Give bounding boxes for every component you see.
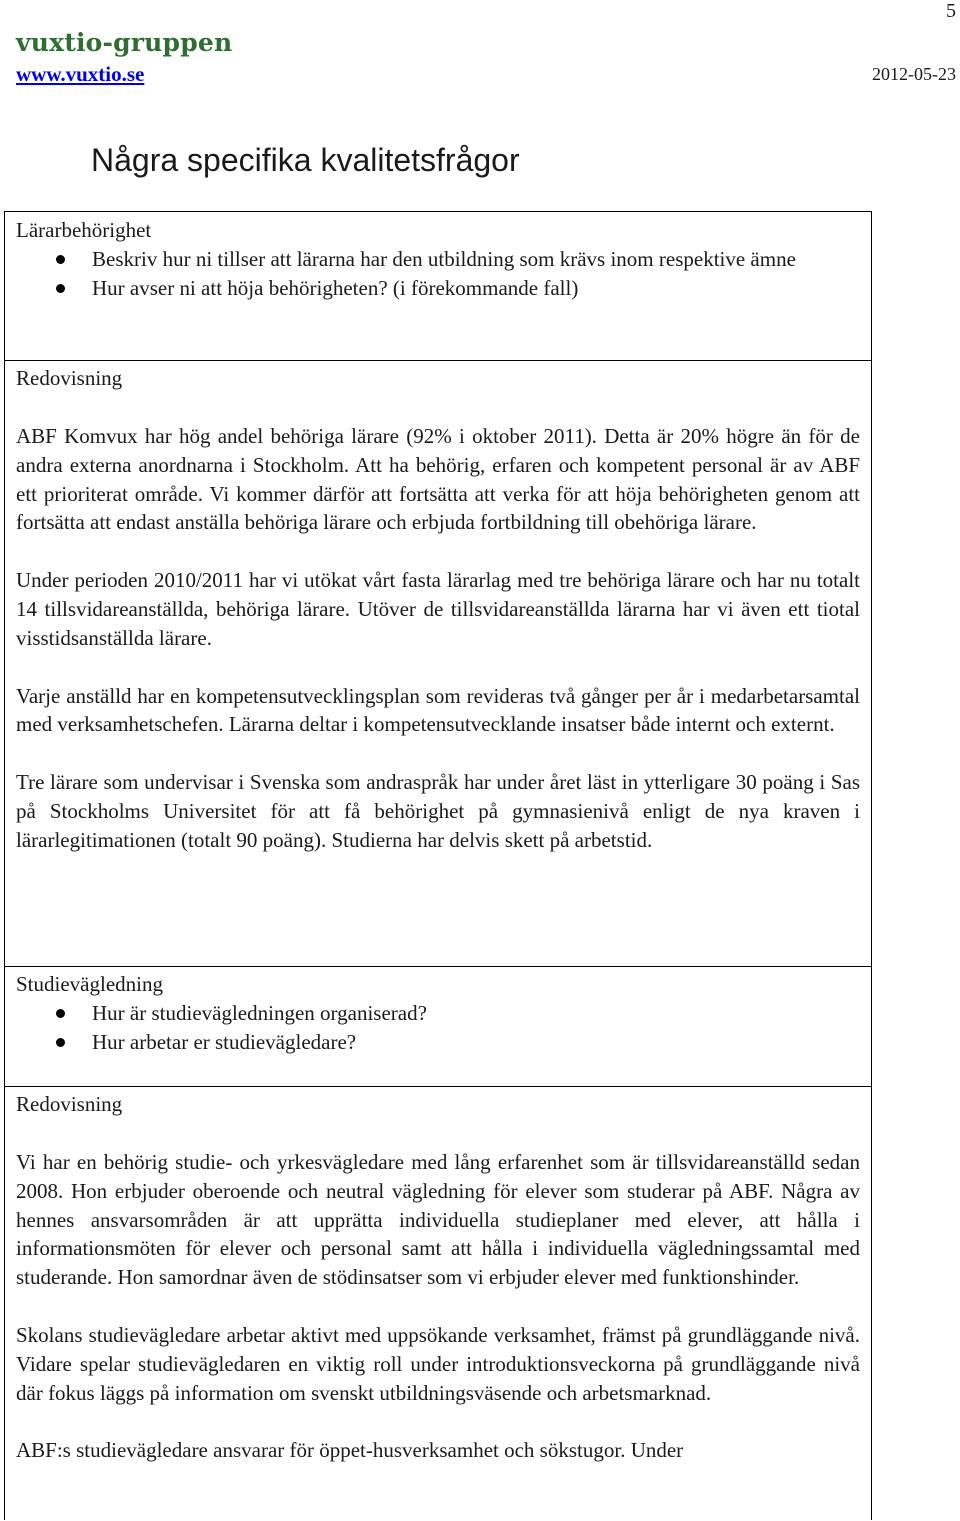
question-text: Hur är studievägledningen organiserad? [92, 1001, 427, 1025]
paragraph: ABF:s studievägledare ansvarar för öppet-husverksamhet och sökstugor. Under [16, 1438, 684, 1463]
bullet-icon [56, 284, 65, 293]
questions-table [4, 211, 872, 1520]
org-name: vuxtio-gruppen [16, 28, 233, 57]
studievagledning-questions-cell [5, 966, 871, 1087]
bullet-icon [56, 255, 65, 264]
section-heading: Några specifika kvalitetsfrågor [91, 142, 520, 178]
larare-redovisning-cell [5, 360, 871, 967]
larare-title: Lärarbehörighet [16, 218, 152, 242]
list-item [16, 274, 860, 303]
paragraph: Vi har en behörig studie- och yrkesvägledare med lång erfarenhet som är tillsvidareanställd sedan 2008. Hon erbjuder oberoende och neutral vägledning för elever som studerar på ABF. Några av hennes ansvarsområden är att upprätta individuella studieplaner med elever, att hålla i informationsmöten för elever och personal samt att hålla i individuella vägledningssamtal med studerande. Hon samordnar även de stödinsatser som vi erbjuder elever med funktionshinder. [16, 1150, 860, 1290]
paragraph: Varje anställd har en kompetensutvecklingsplan som revideras två gånger per år i medarbetarsamtal med verksamhetschefen. Lärarna deltar i kompetensutvecklande insatser både internt och externt. [16, 683, 860, 737]
list-item [16, 245, 860, 274]
org-url-link[interactable]: www.vuxtio.se [16, 62, 145, 86]
paragraph: ABF Komvux har hög andel behöriga lärare (92% i oktober 2011). Detta är 20% högre än för de andra externa anordnarna i Stockholm. Att ha behörig, erfaren och kompetent personal är av ABF ett prioriterat område. Vi kommer därför att fortsätta att verka för att höja behörigheten genom att fortsätta att endast anställa behöriga lärare och erbjuda fortbildning till obehöriga lärare. [16, 424, 860, 535]
list-item [16, 999, 860, 1028]
page-number: 5 [946, 0, 956, 22]
larare-questions-cell [5, 212, 871, 361]
paragraph: Tre lärare som undervisar i Svenska som andraspråk har under året läst in ytterligare 30 poäng i Sas på Stockholms Universitet för att få behörighet på gymnasienivå enligt de nya kraven i lärarlegitimationen (totalt 90 poäng). Studierna har delvis skett på arbetstid. [16, 770, 860, 852]
studievagledning-redovisning-cell [5, 1086, 871, 1521]
redovisning-title: Redovisning [16, 366, 123, 390]
studievagledning-title: Studievägledning [16, 972, 163, 996]
bullet-icon [56, 1009, 65, 1018]
question-text: Hur arbetar er studievägledare? [92, 1030, 357, 1054]
paragraph: Skolans studievägledare arbetar aktivt med uppsökande verksamhet, främst på grundläggande nivå. Vidare spelar studievägledaren en viktig roll under introduktionsveckorna på grundläggande nivå där fokus läggs på information om svenskt utbildningsväsende och arbetsmarknad. [16, 1322, 860, 1405]
studievagledning-question-list [16, 999, 860, 1057]
question-text: Beskriv hur ni tillser att lärarna har den utbildning som krävs inom respektive ämne [92, 247, 796, 271]
question-text: Hur avser ni att höja behörigheten? (i förekommande fall) [92, 276, 579, 300]
paragraph: Under perioden 2010/2011 har vi utökat vårt fasta lärarlag med tre behöriga lärare och har nu totalt 14 tillsvidareanställda, behöriga lärare. Utöver de tillsvidareanställda lärarna har vi även ett tiotal visstidsanställda lärare. [16, 568, 860, 650]
larare-question-list [16, 245, 860, 303]
list-item [16, 1028, 860, 1057]
redovisning-title: Redovisning [16, 1092, 123, 1116]
header-date: 2012-05-23 [872, 64, 956, 84]
bullet-icon [56, 1038, 65, 1047]
